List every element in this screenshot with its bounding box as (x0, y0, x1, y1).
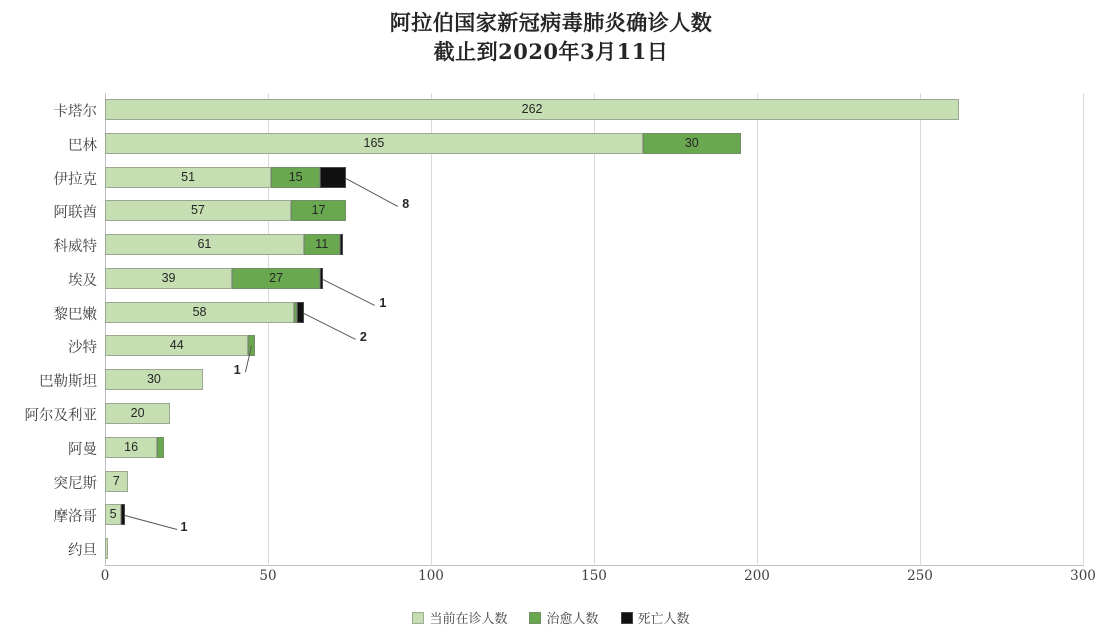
category-label: 黎巴嫩 (53, 306, 97, 323)
chart-row (68, 262, 1083, 310)
legend-item[interactable] (621, 608, 690, 627)
plot-area (24, 93, 1083, 566)
chart-row (53, 228, 1083, 262)
x-tick-label: 150 (581, 568, 607, 584)
chart-row (53, 93, 1083, 127)
category-label: 阿联酋 (53, 205, 97, 222)
category-label: 阿尔及利亚 (24, 408, 97, 425)
bar-segment (297, 302, 304, 323)
page-title: 阿拉伯国家新冠病毒肺炎确诊人数 (389, 10, 713, 35)
bar-value-label: 17 (311, 203, 326, 218)
bar-value-label: 30 (146, 372, 161, 387)
category-label: 埃及 (68, 272, 97, 289)
legend-swatch (529, 612, 541, 624)
callout-value-label: 8 (402, 196, 410, 211)
bar-value-label: 58 (192, 304, 207, 319)
bar-segment (157, 437, 164, 458)
x-tick-label: 200 (744, 568, 770, 584)
category-label: 摩洛哥 (53, 509, 97, 526)
category-label: 突尼斯 (53, 475, 97, 492)
bar-value-label: 30 (684, 135, 699, 150)
x-tick-label: 300 (1070, 568, 1096, 584)
category-label: 约旦 (68, 543, 97, 560)
chart-title-block (0, 8, 1102, 66)
bar-value-label: 16 (124, 439, 139, 454)
bar-value-label: 20 (130, 406, 145, 421)
chart-row (53, 498, 1083, 535)
legend-swatch (621, 612, 633, 624)
chart-row (39, 363, 1083, 397)
category-label: 巴林 (68, 137, 97, 154)
bar-value-label: 61 (197, 237, 212, 252)
chart-subtitle: 截止到2020年3月11日 (433, 39, 669, 64)
legend-swatch (412, 612, 424, 624)
x-tick-label: 100 (418, 568, 444, 584)
bar-segment (340, 234, 343, 255)
callout-leader-line (124, 515, 176, 530)
chart-legend (0, 608, 1102, 627)
chart-row (53, 194, 1083, 228)
bar-value-label: 15 (288, 169, 303, 184)
bar-value-label: 5 (109, 507, 117, 522)
bar-value-label: 262 (521, 102, 543, 116)
legend-item[interactable] (529, 608, 598, 627)
chart-row (53, 296, 1083, 344)
x-tick-label: 0 (100, 568, 110, 584)
chart-row (24, 397, 1083, 431)
chart-row (68, 532, 1083, 566)
legend-label: 当前在诊人数 (429, 612, 508, 627)
x-tick-label: 50 (259, 568, 277, 584)
bar-segment (320, 167, 346, 188)
bar-value-label: 51 (181, 169, 196, 184)
legend-item[interactable] (412, 608, 507, 627)
bar-value-label: 11 (315, 237, 329, 252)
bar-value-label: 44 (169, 338, 184, 353)
bar-segment (105, 538, 108, 559)
legend-label: 治愈人数 (546, 612, 599, 627)
category-label: 沙特 (68, 340, 97, 357)
x-axis-ticks (100, 568, 1096, 590)
callout-value-label: 1 (233, 363, 241, 378)
bar-value-label: 165 (363, 135, 385, 150)
bar-value-label: 57 (190, 203, 205, 218)
chart-row (68, 431, 1083, 465)
category-label: 卡塔尔 (53, 104, 97, 120)
chart-row (53, 465, 1083, 499)
x-tick-label: 250 (907, 568, 933, 584)
gridline (1083, 93, 1084, 566)
callout-value-label: 2 (359, 329, 367, 344)
category-label: 科威特 (53, 239, 97, 256)
chart-row (68, 329, 1083, 378)
legend-label: 死亡人数 (637, 612, 690, 627)
category-label: 巴勒斯坦 (39, 374, 97, 391)
callout-value-label: 1 (180, 520, 188, 535)
callout-value-label: 1 (379, 295, 387, 310)
category-label: 伊拉克 (53, 171, 97, 188)
chart-row (68, 127, 1083, 161)
bar-value-label: 27 (269, 270, 284, 285)
bar-value-label: 39 (161, 270, 176, 285)
bar-value-label: 7 (112, 473, 120, 488)
category-label: 阿曼 (68, 441, 97, 458)
